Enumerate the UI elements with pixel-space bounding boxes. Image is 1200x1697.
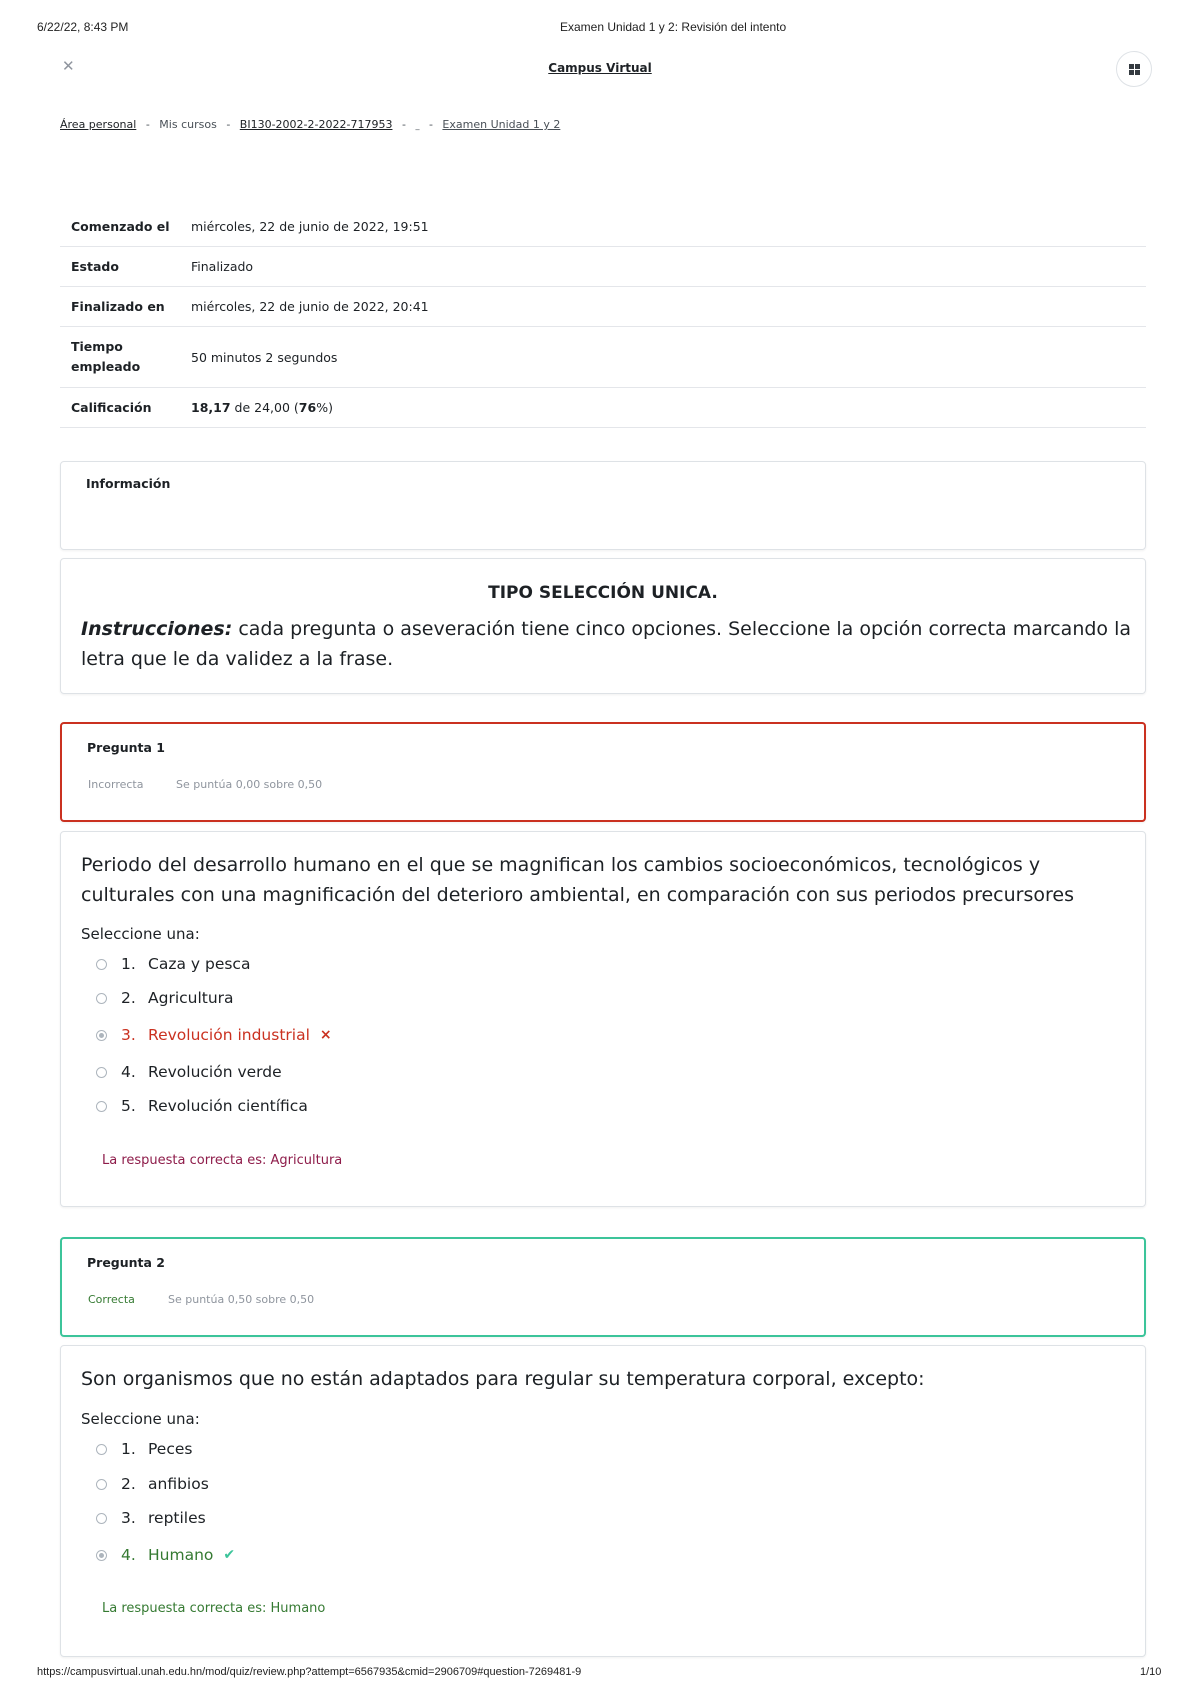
- instructions-lead: Instrucciones:: [81, 618, 233, 640]
- instructions-card: [60, 558, 1146, 694]
- grade-score: 18,17: [191, 400, 231, 415]
- radio-button[interactable]: [96, 959, 107, 970]
- site-name[interactable]: Campus Virtual: [548, 61, 652, 75]
- question-text: Son organismos que no están adaptados para regular su temperatura corporal, excepto:: [81, 1368, 925, 1390]
- answer-option-selected[interactable]: 4. Humano ✔: [96, 1544, 235, 1566]
- print-page-title: Examen Unidad 1 y 2: Revisión del intento: [560, 20, 787, 34]
- print-date: 6/22/22, 8:43 PM: [37, 20, 129, 34]
- incorrect-icon: ×: [319, 1027, 332, 1043]
- radio-button-checked[interactable]: [96, 1550, 107, 1561]
- breadcrumb-separator: -: [401, 118, 406, 131]
- grade-percent: 76: [298, 400, 317, 415]
- grade-value: 18,17 de 24,00 (76%): [191, 400, 333, 415]
- summary-value: Finalizado: [191, 259, 254, 274]
- summary-label: Estado: [71, 258, 119, 274]
- radio-button[interactable]: [96, 1513, 107, 1524]
- right-answer-feedback: La respuesta correcta es: Humano: [102, 1601, 326, 1616]
- summary-row-time: [60, 327, 1146, 388]
- summary-row-grade: [60, 388, 1146, 428]
- radio-button[interactable]: [96, 1101, 107, 1112]
- summary-row-state: [60, 247, 1146, 287]
- breadcrumb-separator: -: [145, 118, 150, 131]
- summary-label: Calificación: [71, 399, 152, 415]
- question-1-info: [60, 722, 1146, 822]
- attempt-summary-table: [60, 207, 1146, 428]
- answer-option-selected[interactable]: 3. Revolución industrial ×: [96, 1024, 332, 1046]
- answer-option[interactable]: 5. Revolución científica: [96, 1095, 308, 1117]
- question-1-content: [60, 831, 1146, 1207]
- summary-value: 50 minutos 2 segundos: [191, 349, 338, 365]
- grade-of: de 24,00: [234, 400, 290, 415]
- radio-button[interactable]: [96, 1067, 107, 1078]
- breadcrumb: [60, 118, 560, 131]
- question-number: Pregunta 2: [87, 1255, 166, 1270]
- answer-option[interactable]: 1. Peces: [96, 1438, 192, 1460]
- breadcrumb-separator: -: [428, 118, 433, 131]
- answer-option[interactable]: 3. reptiles: [96, 1507, 206, 1529]
- radio-button[interactable]: [96, 1444, 107, 1455]
- answer-option[interactable]: 1. Caza y pesca: [96, 953, 250, 975]
- info-card: [60, 461, 1146, 550]
- summary-label: Tiempo empleado: [71, 339, 141, 374]
- summary-value: miércoles, 22 de junio de 2022, 19:51: [191, 219, 429, 234]
- info-title: Información: [86, 476, 171, 491]
- summary-value: miércoles, 22 de junio de 2022, 20:41: [191, 299, 429, 314]
- question-grade: Se puntúa 0,50 sobre 0,50: [168, 1293, 315, 1306]
- answer-prompt: Seleccione una:: [81, 925, 200, 943]
- question-text: Periodo del desarrollo humano en el que se magnifican los cambios socioeconómicos, tecnológicos y culturales con una magnificación del deterioro ambiental, en comparación con sus periodos precursores: [81, 854, 1074, 906]
- close-icon[interactable]: ✕: [62, 57, 75, 75]
- breadcrumb-course[interactable]: BI130-2002-2-2022-717953: [239, 118, 393, 131]
- summary-row-finished: [60, 287, 1146, 327]
- answer-prompt: Seleccione una:: [81, 1410, 200, 1428]
- radio-button[interactable]: [96, 993, 107, 1004]
- breadcrumb-section[interactable]: _: [415, 121, 420, 130]
- correct-icon: ✔: [223, 1547, 236, 1563]
- answer-option[interactable]: 2. Agricultura: [96, 987, 234, 1009]
- instructions-body: cada pregunta o aseveración tiene cinco opciones. Seleccione la opción correcta marcando la letra que le da validez a la frase.: [81, 618, 1132, 670]
- instructions-title: TIPO SELECCIÓN UNICA.: [488, 583, 718, 603]
- print-page-number: 1/10: [1140, 1666, 1162, 1678]
- breadcrumb-quiz[interactable]: Examen Unidad 1 y 2: [442, 118, 561, 131]
- answer-option[interactable]: 2. anfibios: [96, 1473, 209, 1495]
- question-2-content: [60, 1345, 1146, 1657]
- block-drawer-button[interactable]: [1116, 51, 1152, 87]
- question-grade: Se puntúa 0,00 sobre 0,50: [176, 778, 323, 791]
- instructions-text: [81, 614, 1131, 674]
- radio-button[interactable]: [96, 1479, 107, 1490]
- question-state: Incorrecta: [88, 778, 144, 791]
- radio-button-checked[interactable]: [96, 1030, 107, 1041]
- print-url: https://campusvirtual.unah.edu.hn/mod/quiz/review.php?attempt=6567935&cmid=2906709#question-7269481-9: [37, 1666, 582, 1678]
- breadcrumb-separator: -: [226, 118, 231, 131]
- question-2-info: [60, 1237, 1146, 1337]
- question-state: Correcta: [88, 1293, 135, 1306]
- summary-row-started: [60, 207, 1146, 247]
- right-answer-feedback: La respuesta correcta es: Agricultura: [102, 1153, 343, 1168]
- question-number: Pregunta 1: [87, 740, 166, 755]
- breadcrumb-mis-cursos[interactable]: Mis cursos: [159, 118, 217, 131]
- summary-label: Finalizado en: [71, 298, 165, 314]
- breadcrumb-area-personal[interactable]: Área personal: [60, 118, 137, 131]
- summary-label: Comenzado el: [71, 218, 170, 234]
- answer-option[interactable]: 4. Revolución verde: [96, 1061, 282, 1083]
